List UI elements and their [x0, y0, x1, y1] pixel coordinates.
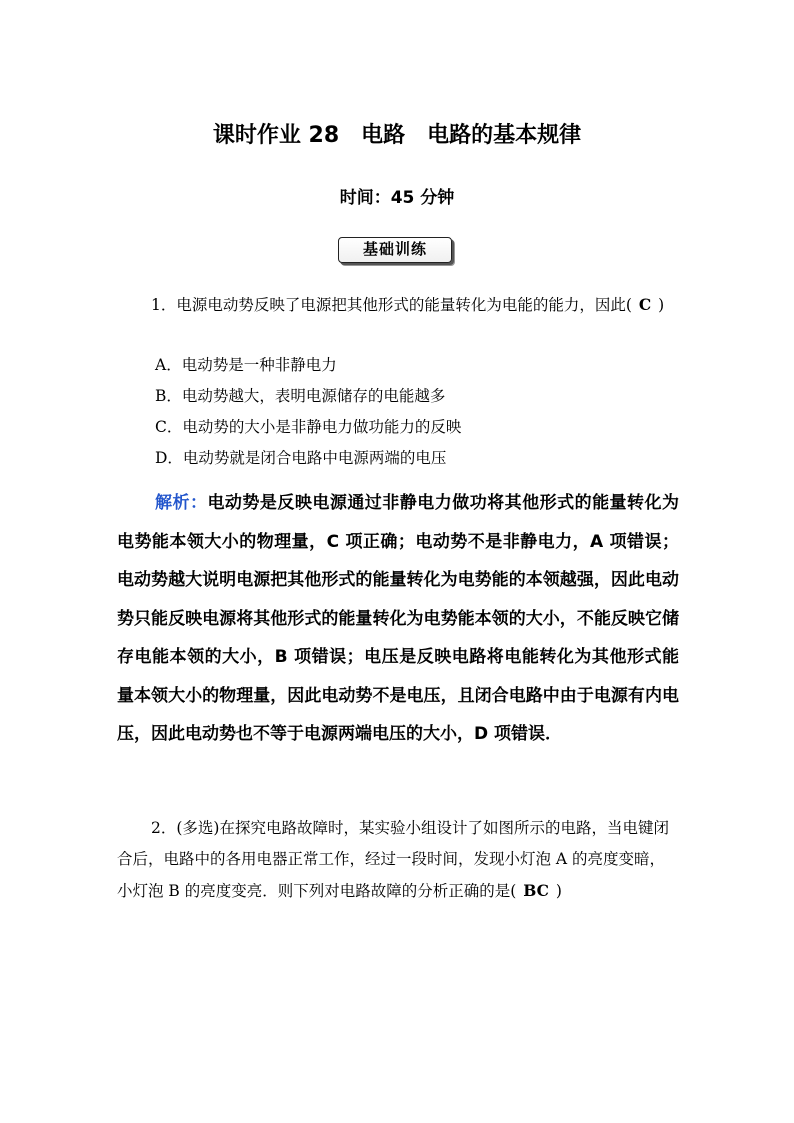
question-1-option-a: A．电动势是一种非静电力	[155, 356, 337, 374]
question-1-stem	[117, 289, 679, 321]
page-title: 课时作业 28 电路 电路的基本规律	[212, 123, 582, 148]
section-badge: 基础训练	[338, 237, 452, 263]
analysis-text: 电动势是反映电源通过非静电力做功将其他形式的能量转化为电势能本领大小的物理量，C 项正确；电动势不是非静电力，A 项错误；电动势越大说明电源把其他形式的能量转化为电势能的本领越强，因此电动势只能反映电源将其他形式的能量转化为电势能本领的大小，不能反映它储存电能本领的大小，B 项错误；电压是反映电路将电能转化为其他形式能量本领大小的物理量，因此电动势不是电压，且闭合电路中由于电源有内电压，因此电动势也不等于电源两端电压的大小，D 项错误．	[117, 493, 680, 744]
question-2-text: 2．(多选)在探究电路故障时，某实验小组设计了如图所示的电路，当电键闭合后，电路中的各用电器正常工作，经过一段时间，发现小灯泡 A 的亮度变暗，小灯泡 B 的亮度变亮．则下列对电路故障的分析正确的是(	[117, 819, 669, 900]
question-2-answer: BC	[523, 881, 549, 900]
question-1-option-d: D．电动势就是闭合电路中电源两端的电压	[155, 449, 447, 467]
question-1-analysis	[117, 484, 679, 754]
question-1-option-b: B．电动势越大，表明电源储存的电能越多	[155, 387, 446, 405]
question-2-stem	[117, 813, 679, 907]
time-limit: 时间：45 分钟	[339, 188, 455, 208]
question-1-answer: C	[638, 295, 652, 314]
question-1-text: 1．电源电动势反映了电源把其他形式的能量转化为电能的能力，因此(	[151, 296, 632, 314]
question-1-option-c: C．电动势的大小是非静电力做功能力的反映	[155, 418, 462, 436]
question-1-close: )	[658, 296, 665, 314]
question-2-close: )	[555, 882, 562, 900]
analysis-label: 解析：	[155, 493, 208, 513]
